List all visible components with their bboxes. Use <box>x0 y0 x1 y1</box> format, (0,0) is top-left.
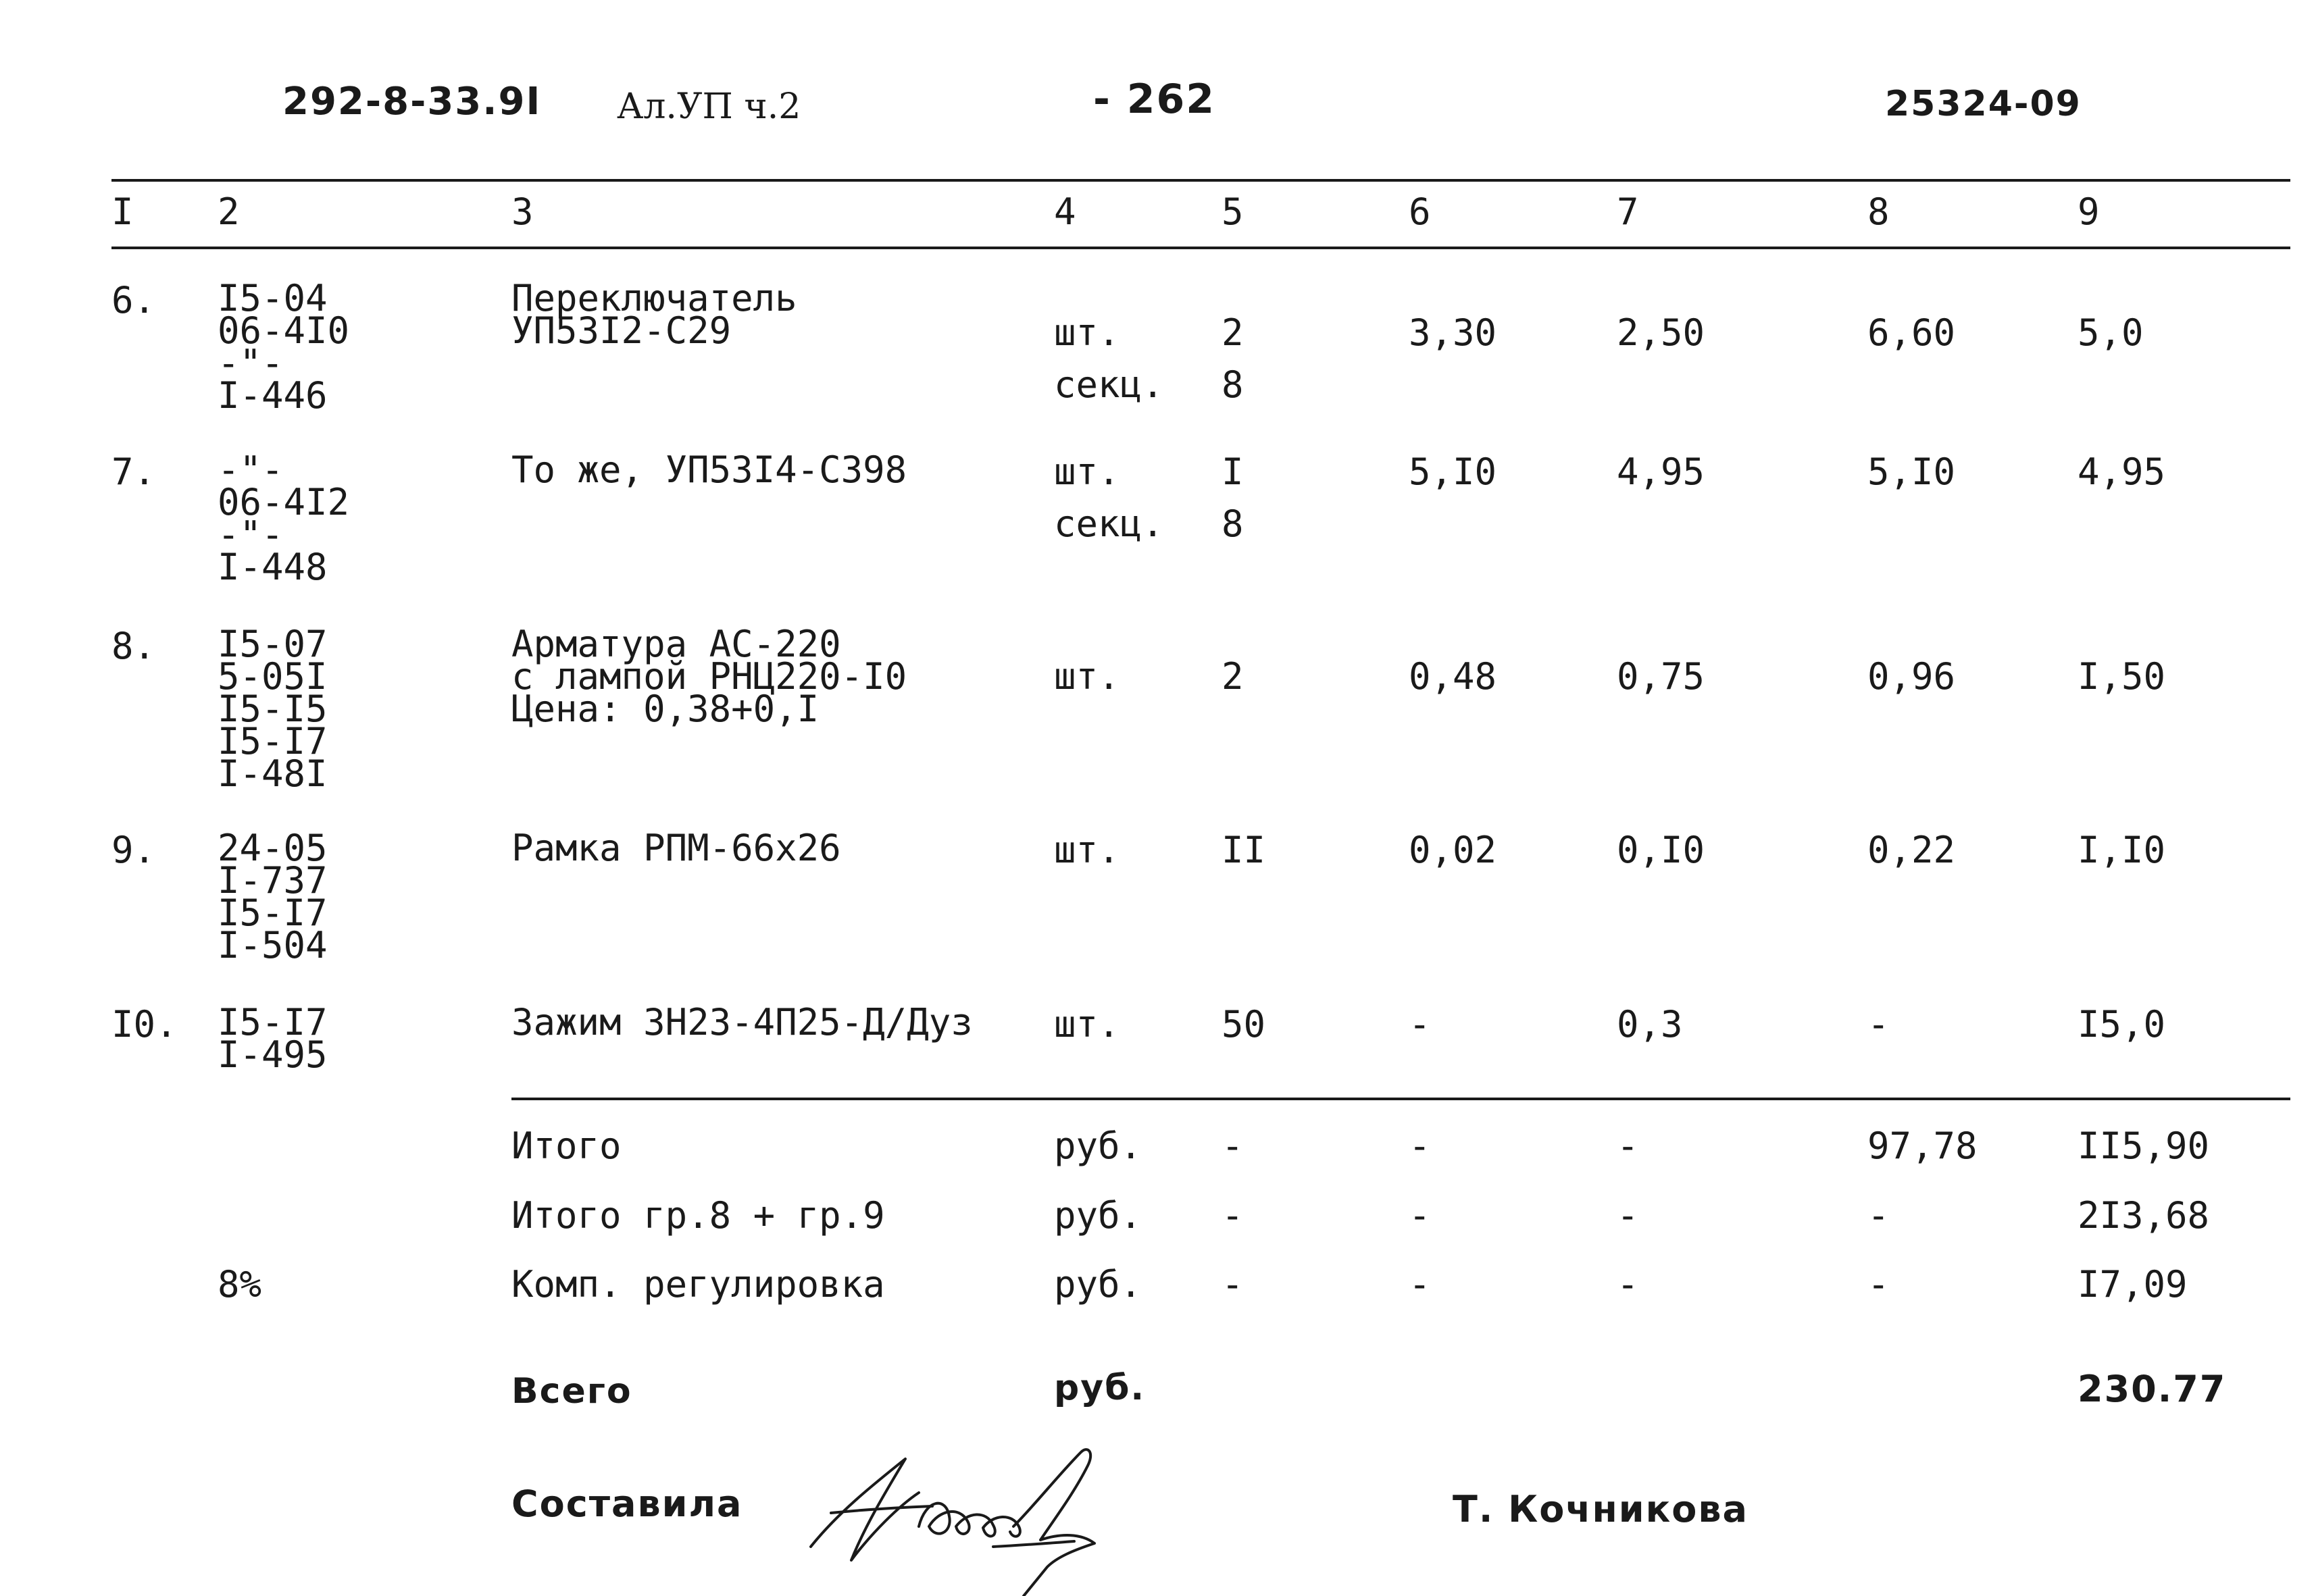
row-col9: 5,0 <box>2078 311 2144 354</box>
totals-label: Итого <box>511 1125 622 1167</box>
row-col6: - <box>1409 1003 1431 1046</box>
row-col8: 6,60 <box>1867 311 1956 354</box>
header-top-rule <box>111 179 2290 182</box>
grand-total-label: Всего <box>511 1371 632 1412</box>
row-unit: шт. <box>1054 451 1120 493</box>
totals-col7: - <box>1617 1125 1639 1167</box>
row-col9: I,50 <box>2078 655 2166 698</box>
document-number: 25324-09 <box>1885 84 2082 124</box>
row-col7: 4,95 <box>1617 451 1705 493</box>
totals-col6: - <box>1409 1194 1431 1237</box>
row-number: 6. <box>111 279 156 321</box>
row-name: Переключатель УП53I2-С29 <box>511 277 797 352</box>
row-unit: секц. <box>1054 503 1164 545</box>
row-name: То же, УП53I4-С398 <box>511 448 907 491</box>
totals-label: Комп. регулировка <box>511 1263 885 1306</box>
column-header: I <box>111 190 134 233</box>
row-quantity: 8 <box>1222 503 1244 545</box>
grand-total-unit: руб. <box>1054 1368 1146 1408</box>
column-header: 8 <box>1867 190 1890 233</box>
column-header: 6 <box>1409 190 1431 233</box>
row-col9: I5,0 <box>2078 1003 2166 1046</box>
row-number: 8. <box>111 625 156 667</box>
row-unit: шт. <box>1054 829 1120 871</box>
row-quantity: 2 <box>1222 311 1244 354</box>
row-quantity: 2 <box>1222 655 1244 698</box>
row-unit: секц. <box>1054 363 1164 406</box>
header-bottom-rule <box>111 247 2290 249</box>
totals-col5: - <box>1222 1263 1244 1306</box>
column-header: 9 <box>2078 190 2100 233</box>
totals-col7: - <box>1617 1194 1639 1237</box>
totals-label: Итого гр.8 + гр.9 <box>511 1194 885 1237</box>
grand-total-value: 230.77 <box>2078 1368 2227 1410</box>
document-code: 292-8-33.9I <box>282 80 542 124</box>
row-unit: шт. <box>1054 655 1120 698</box>
row-col9: 4,95 <box>2078 451 2166 493</box>
row-name: Арматура АС-220 с лампой РНЦ220-I0 Цена: 0,38+0,I <box>511 623 907 730</box>
totals-col6: - <box>1409 1125 1431 1167</box>
row-col7: 0,3 <box>1617 1003 1683 1046</box>
compiler-name: Т. Кочникова <box>1453 1488 1749 1530</box>
totals-col8: - <box>1867 1263 1890 1306</box>
row-col8: 0,96 <box>1867 655 1956 698</box>
totals-col9: 2I3,68 <box>2078 1194 2210 1237</box>
row-col7: 0,I0 <box>1617 829 1705 871</box>
row-name: Зажим ЗН23-4П25-Д/Дуз <box>511 1001 973 1044</box>
row-codes: -"- 06-4I2 -"- I-448 <box>218 448 350 588</box>
handwritten-signature <box>790 1432 1155 1596</box>
totals-col5: - <box>1222 1125 1244 1167</box>
column-header: 4 <box>1054 190 1076 233</box>
row-codes: I5-I7 I-495 <box>218 1001 328 1076</box>
row-col6: 5,I0 <box>1409 451 1497 493</box>
row-number: 7. <box>111 451 156 493</box>
row-col7: 0,75 <box>1617 655 1705 698</box>
totals-col6: - <box>1409 1263 1431 1306</box>
totals-col9: II5,90 <box>2078 1125 2210 1167</box>
row-quantity: 50 <box>1222 1003 1266 1046</box>
row-quantity: II <box>1222 829 1266 871</box>
row-col6: 0,48 <box>1409 655 1497 698</box>
row-col6: 3,30 <box>1409 311 1497 354</box>
row-col8: - <box>1867 1003 1890 1046</box>
totals-col8: - <box>1867 1194 1890 1237</box>
column-header: 7 <box>1617 190 1639 233</box>
totals-col8: 97,78 <box>1867 1125 1978 1167</box>
row-number: I0. <box>111 1003 178 1046</box>
column-header: 2 <box>218 190 240 233</box>
totals-col7: - <box>1617 1263 1639 1306</box>
totals-unit: руб. <box>1054 1125 1142 1167</box>
row-quantity: 8 <box>1222 363 1244 406</box>
row-unit: шт. <box>1054 311 1120 354</box>
row-number: 9. <box>111 829 156 871</box>
totals-rule <box>511 1098 2290 1100</box>
totals-col5: - <box>1222 1194 1244 1237</box>
row-col6: 0,02 <box>1409 829 1497 871</box>
album-label: Ал.УП ч.2 <box>617 86 801 127</box>
row-codes: 24-05 I-737 I5-I7 I-504 <box>218 827 328 967</box>
totals-unit: руб. <box>1054 1194 1142 1237</box>
compiled-by-label: Составила <box>511 1483 743 1525</box>
row-col9: I,I0 <box>2078 829 2166 871</box>
row-quantity: I <box>1222 451 1244 493</box>
column-header: 5 <box>1222 190 1244 233</box>
totals-col9: I7,09 <box>2078 1263 2188 1306</box>
row-codes: I5-07 5-05I I5-I5 I5-I7 I-48I <box>218 623 328 795</box>
totals-unit: руб. <box>1054 1263 1142 1306</box>
row-unit: шт. <box>1054 1003 1120 1046</box>
row-col8: 0,22 <box>1867 829 1956 871</box>
row-name: Рамка РПМ-66х26 <box>511 827 841 869</box>
totals-percent: 8% <box>218 1263 262 1306</box>
row-col8: 5,I0 <box>1867 451 1956 493</box>
row-col7: 2,50 <box>1617 311 1705 354</box>
page-number: - 262 <box>1093 76 1216 123</box>
row-codes: I5-04 06-4I0 -"- I-446 <box>218 277 350 417</box>
column-header: 3 <box>511 190 534 233</box>
